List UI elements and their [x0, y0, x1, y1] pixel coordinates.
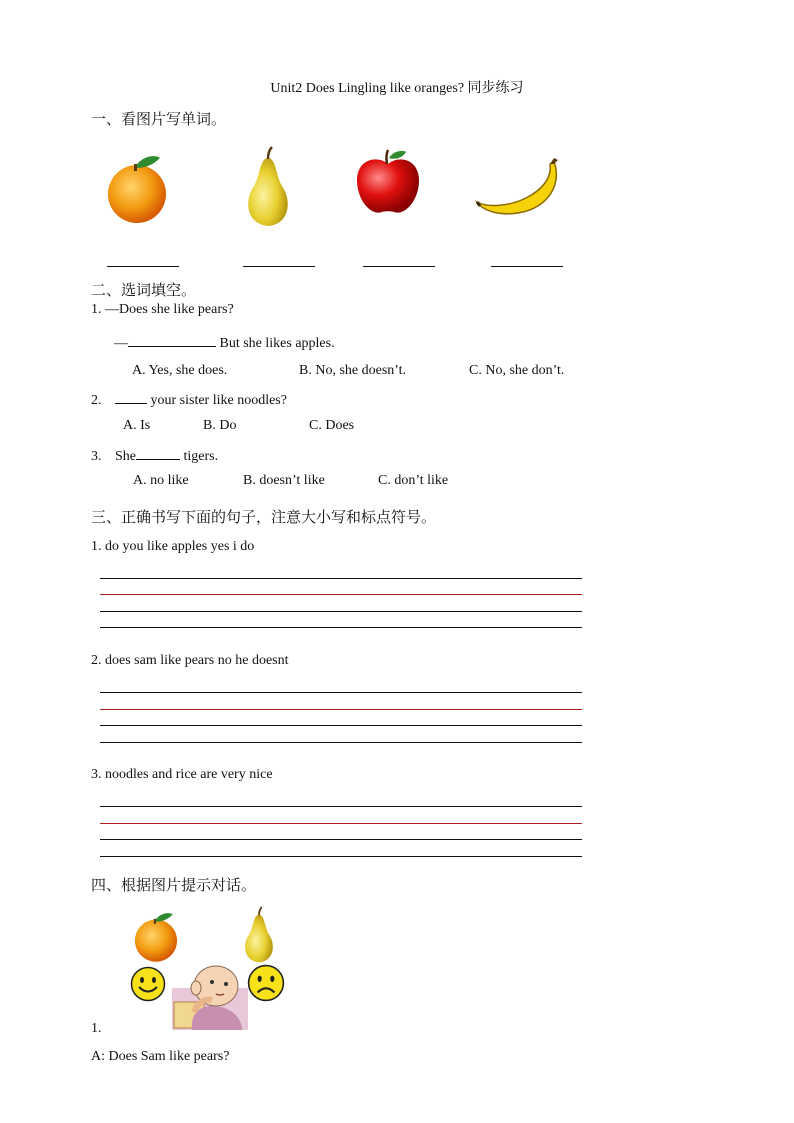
q3-option-c: C. don’t like: [378, 473, 449, 488]
q2-number: 2.: [91, 393, 102, 408]
sentence-2: 2. does sam like pears no he doesnt: [91, 653, 289, 668]
answer-line-1[interactable]: [107, 266, 179, 267]
q3-number: 3.: [91, 449, 102, 464]
q2-line: [91, 390, 287, 409]
writing-line[interactable]: [100, 839, 582, 840]
answer-line-3[interactable]: [363, 266, 435, 267]
writing-line[interactable]: [100, 627, 582, 628]
writing-line-red[interactable]: [100, 594, 582, 595]
q1-line2-text: But she likes apples.: [216, 336, 335, 351]
pear-icon: [238, 146, 298, 228]
writing-line[interactable]: [100, 856, 582, 857]
q2-blank[interactable]: [115, 390, 147, 404]
pear-icon: [238, 906, 280, 964]
q1-line2: [114, 333, 335, 352]
writing-line[interactable]: [100, 692, 582, 693]
q1-blank[interactable]: [128, 333, 216, 347]
banana-icon: [474, 156, 566, 218]
smiley-face-icon: [130, 966, 166, 1002]
apple-icon: [354, 148, 422, 216]
q3-text-after: tigers.: [180, 449, 219, 464]
q1-line1: [91, 302, 234, 318]
writing-line[interactable]: [100, 806, 582, 807]
writing-line[interactable]: [100, 725, 582, 726]
section4-heading: 四、根据图片提示对话。: [91, 876, 257, 894]
q3-option-a: A. no like: [133, 473, 189, 488]
section1-heading: 一、看图片写单词。: [91, 110, 227, 128]
writing-line-red[interactable]: [100, 823, 582, 824]
orange-icon: [132, 910, 180, 964]
writing-line[interactable]: [100, 611, 582, 612]
sentence-1: 1. do you like apples yes i do: [91, 539, 255, 554]
section2-heading: 二、选词填空。: [91, 281, 197, 299]
q1-option-b: B. No, she doesn’t.: [299, 363, 407, 378]
section3-heading: 三、正确书写下面的句子，注意大小写和标点符号。: [91, 508, 437, 526]
q1-option-a: A. Yes, she does.: [132, 363, 228, 378]
q1-dash: —: [114, 336, 128, 351]
q2-option-c: C. Does: [309, 418, 355, 433]
writing-line[interactable]: [100, 578, 582, 579]
boy-thinking-icon: [172, 962, 248, 1030]
q1-option-c: C. No, she don’t.: [469, 363, 565, 378]
answer-line-4[interactable]: [491, 266, 563, 267]
q1-question: —Does she like pears?: [105, 302, 234, 317]
writing-line-red[interactable]: [100, 709, 582, 710]
section4-number: 1.: [91, 1021, 102, 1036]
q2-option-b: B. Do: [203, 418, 237, 433]
q1-number: 1.: [91, 302, 102, 317]
orange-icon: [104, 152, 170, 226]
q3-text-before: She: [115, 449, 136, 464]
dialog-line-a: A: Does Sam like pears?: [91, 1049, 230, 1064]
sad-face-icon: [247, 964, 285, 1002]
q3-line: [91, 446, 218, 465]
q2-option-a: A. Is: [123, 418, 151, 433]
q2-text: your sister like noodles?: [147, 393, 287, 408]
q3-option-b: B. doesn’t like: [243, 473, 325, 488]
answer-line-2[interactable]: [243, 266, 315, 267]
writing-line[interactable]: [100, 742, 582, 743]
page-title: Unit2 Does Lingling like oranges? 同步练习: [270, 81, 524, 96]
sentence-3: 3. noodles and rice are very nice: [91, 767, 273, 782]
q3-blank[interactable]: [136, 446, 180, 460]
